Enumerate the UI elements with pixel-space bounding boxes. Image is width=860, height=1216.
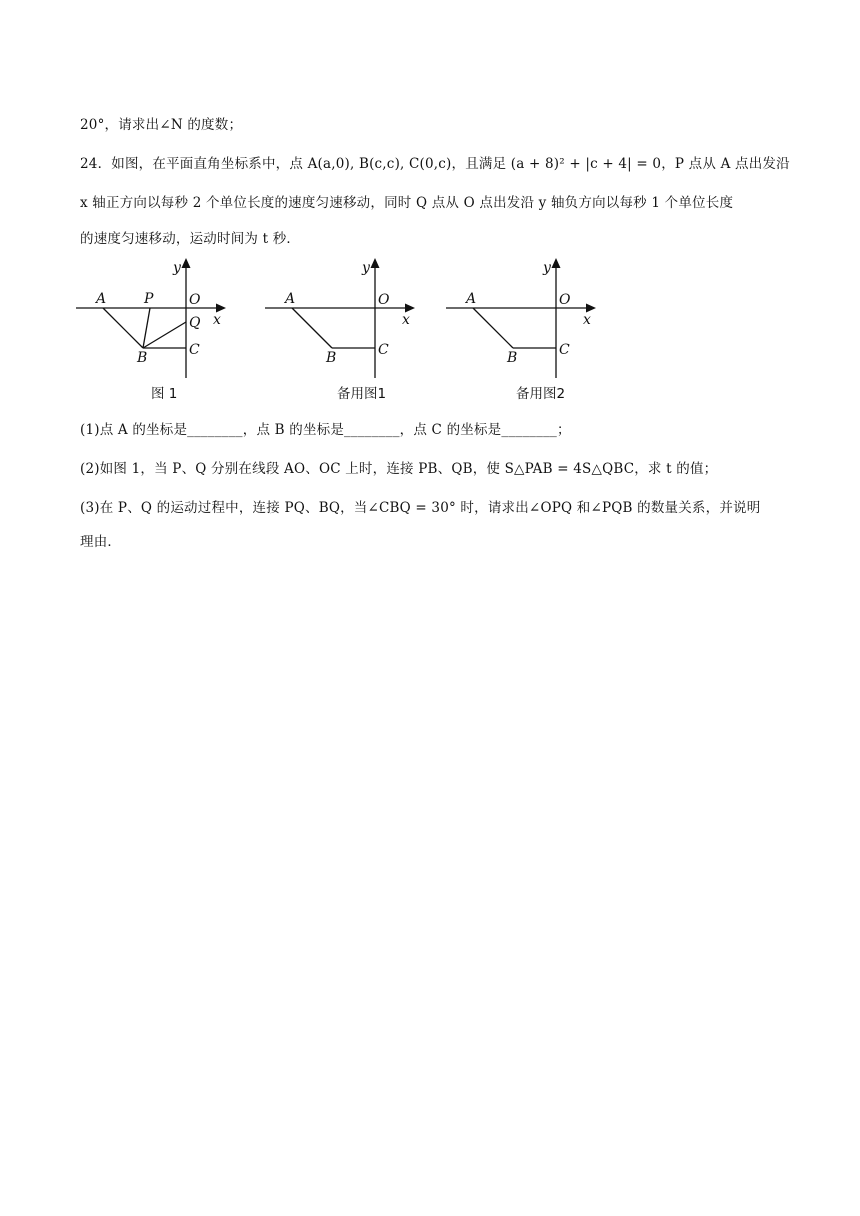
spare1-y-label: y <box>362 260 370 276</box>
fig1-y-label: y <box>173 260 181 276</box>
fig1-C-label: C <box>189 342 200 358</box>
spare1-C-label: C <box>378 342 389 358</box>
spare-figure-1-caption: 备用图1 <box>337 386 387 402</box>
fig1-x-label: x <box>213 312 221 328</box>
sub-question-3-line-1: (3)在 P、Q 的运动过程中，连接 PQ、BQ，当∠CBQ = 30° 时，请求出∠OPQ 和∠PQB 的数量关系，并说明 <box>80 500 761 516</box>
question-24-line-3: 的速度匀速移动，运动时间为 t 秒． <box>80 231 301 247</box>
sub-question-3-line-2: 理由． <box>80 534 122 550</box>
fig1-B-label: B <box>137 350 148 366</box>
spare2-B-label: B <box>507 350 518 366</box>
spare1-A-label: A <box>285 291 296 307</box>
prev-question-tail: 20°，请求出∠N 的度数； <box>80 117 243 133</box>
spare2-A-label: A <box>466 291 477 307</box>
fig1-O-label: O <box>189 292 201 308</box>
spare2-y-label: y <box>543 260 551 276</box>
sub-question-2: (2)如图 1，当 P、Q 分别在线段 AO、OC 上时，连接 PB、QB，使 S△PAB = 4S△QBC，求 t 的值； <box>80 461 718 477</box>
question-24-line-2: x 轴正方向以每秒 2 个单位长度的速度匀速移动，同时 Q 点从 O 点出发沿 y 轴负方向以每秒 1 个单位长度 <box>80 195 734 211</box>
question-24-line-1: 24．如图，在平面直角坐标系中，点 A(a,0), B(c,c), C(0,c)，且满足 (a + 8)² + |c + 4| = 0，P 点从 A 点出发沿 <box>80 156 790 172</box>
fig1-P-label: P <box>144 291 154 307</box>
spare1-O-label: O <box>378 292 390 308</box>
figure-1-caption: 图 1 <box>151 386 178 402</box>
spare2-x-label: x <box>583 312 591 328</box>
spare-figure-2-caption: 备用图2 <box>516 386 566 402</box>
spare1-B-label: B <box>326 350 337 366</box>
fig1-A-label: A <box>96 291 107 307</box>
spare2-O-label: O <box>559 292 571 308</box>
fig1-Q-label: Q <box>189 315 201 331</box>
spare1-x-label: x <box>402 312 410 328</box>
spare2-C-label: C <box>559 342 570 358</box>
figures-row <box>76 256 616 406</box>
sub-question-1: (1)点 A 的坐标是________，点 B 的坐标是________，点 C 的坐标是________； <box>80 422 571 438</box>
